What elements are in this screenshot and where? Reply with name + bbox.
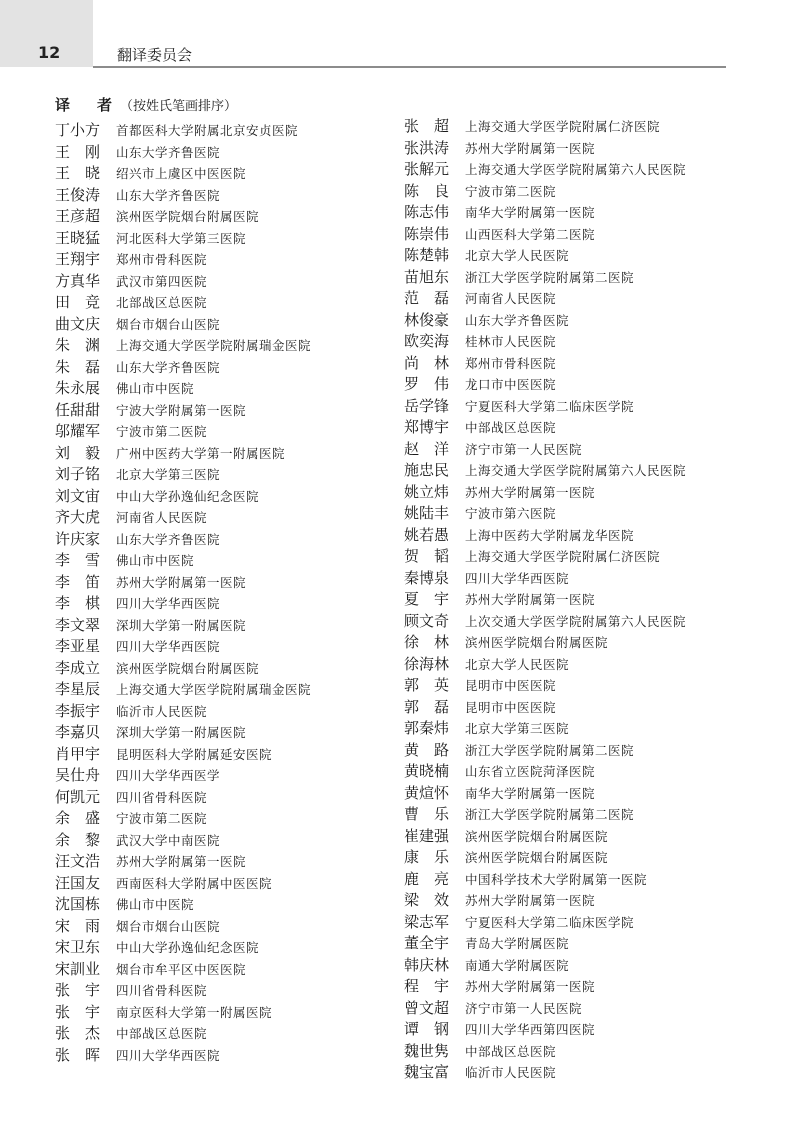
translator-affiliation: 四川大学华西医院 xyxy=(116,639,221,654)
translator-affiliation: 宁波大学附属第一医院 xyxy=(116,402,247,418)
translator-affiliation: 浙江大学医学院附属第二医院 xyxy=(465,269,635,285)
translator-affiliation: 上海交通大学医学院附属第六人民医院 xyxy=(465,463,687,478)
translator-entry xyxy=(404,1061,744,1083)
translator-name: 张 超 xyxy=(404,117,450,135)
translator-affiliation: 四川大学华西医院 xyxy=(116,596,221,611)
translator-name: 朱 渊 xyxy=(55,336,101,354)
translator-name: 崔建强 xyxy=(404,826,450,845)
translator-affiliation: 首都医科大学附属北京安贞医院 xyxy=(116,123,299,138)
translator-entry xyxy=(404,395,744,417)
translator-name: 王晓猛 xyxy=(55,228,101,247)
translator-entry xyxy=(404,825,744,847)
translator-affiliation: 中山大学孙逸仙纪念医院 xyxy=(116,940,260,955)
translator-entry xyxy=(404,137,744,159)
translator-entry xyxy=(404,997,744,1019)
translator-name: 张 宇 xyxy=(55,981,101,999)
translator-entry xyxy=(55,786,395,808)
translator-entry xyxy=(404,975,744,997)
translator-entry xyxy=(55,678,395,700)
translator-affiliation: 山东大学齐鲁医院 xyxy=(465,312,570,328)
translator-name: 陈崇伟 xyxy=(404,224,450,243)
translator-affiliation: 山东大学齐鲁医院 xyxy=(116,187,221,203)
translator-name: 吴仕舟 xyxy=(55,766,101,784)
translator-affiliation: 河南省人民医院 xyxy=(116,510,208,525)
translator-name: 姚陆丰 xyxy=(404,504,450,522)
translator-name: 刘文宙 xyxy=(55,486,101,505)
translator-entry xyxy=(404,223,744,245)
translator-name: 李成立 xyxy=(55,658,101,677)
translator-name: 张 晖 xyxy=(55,1045,101,1064)
translator-name: 张 杰 xyxy=(55,1024,101,1042)
translator-name: 王俊涛 xyxy=(55,185,101,204)
translator-name: 顾文奇 xyxy=(404,611,450,630)
translator-affiliation: 上海交通大学医学院附属仁济医院 xyxy=(465,119,661,134)
translator-entry xyxy=(55,291,395,313)
translator-name: 徐海林 xyxy=(404,654,450,673)
translator-entry xyxy=(404,459,744,481)
translator-name: 赵 洋 xyxy=(404,439,450,458)
translator-name: 郑博宇 xyxy=(404,418,450,436)
translator-affiliation: 河南省人民医院 xyxy=(465,291,557,306)
translator-entry xyxy=(404,266,744,288)
translator-name: 姚立炜 xyxy=(404,482,450,501)
translator-entry xyxy=(404,653,744,675)
translator-affiliation: 临沂市人民医院 xyxy=(116,703,208,719)
translator-name: 张洪涛 xyxy=(404,138,450,157)
translator-name: 黄煊怀 xyxy=(404,783,450,802)
translator-affiliation: 北部战区总医院 xyxy=(116,295,208,310)
translator-affiliation: 滨州医学院烟台附属医院 xyxy=(465,828,609,844)
translator-name: 苗旭东 xyxy=(404,267,450,286)
translator-name: 谭 钢 xyxy=(404,1020,450,1038)
translator-entry xyxy=(55,442,395,464)
translator-name: 鹿 亮 xyxy=(404,869,450,888)
translator-affiliation: 昆明市中医医院 xyxy=(465,699,557,715)
translator-entry xyxy=(55,893,395,915)
translator-entry xyxy=(404,438,744,460)
translator-affiliation: 上次交通大学医学院附属第六人民医院 xyxy=(465,613,687,629)
translator-entry xyxy=(55,700,395,722)
translator-name: 齐大虎 xyxy=(55,508,101,526)
translator-name: 欧奕海 xyxy=(404,332,450,350)
translator-affiliation: 四川省骨科医院 xyxy=(116,789,208,805)
translator-name: 董全宇 xyxy=(404,934,450,952)
translator-affiliation: 北京大学第三医院 xyxy=(465,721,570,736)
translator-entry xyxy=(404,416,744,438)
translator-affiliation: 上海交通大学医学院附属瑞金医院 xyxy=(116,682,312,697)
translator-affiliation: 佛山市中医院 xyxy=(116,553,195,568)
translator-affiliation: 滨州医学院烟台附属医院 xyxy=(465,635,609,650)
translator-name: 邬耀军 xyxy=(55,422,101,440)
translator-affiliation: 南京医科大学第一附属医院 xyxy=(116,1004,273,1020)
translator-affiliation: 中国科学技术大学附属第一医院 xyxy=(465,871,648,887)
translator-affiliation: 南华大学附属第一医院 xyxy=(465,785,596,801)
translator-affiliation: 烟台市烟台山医院 xyxy=(116,918,221,934)
translator-name: 王翔宇 xyxy=(55,250,101,268)
translator-entry xyxy=(55,377,395,399)
translator-name: 贺 韬 xyxy=(404,547,450,565)
translator-entry xyxy=(404,954,744,976)
translator-affiliation: 佛山市中医院 xyxy=(116,381,195,396)
translator-entry xyxy=(404,524,744,546)
translator-entry xyxy=(404,868,744,890)
translator-affiliation: 滨州医学院烟台附属医院 xyxy=(116,209,260,224)
translator-entry xyxy=(55,829,395,851)
running-head-title: 翻译委员会 xyxy=(117,46,193,64)
translator-affiliation: 苏州大学附属第一医院 xyxy=(116,574,247,590)
translator-entry xyxy=(55,141,395,163)
translator-entry xyxy=(55,614,395,636)
translator-entry xyxy=(404,352,744,374)
translator-name: 梁 效 xyxy=(404,891,450,909)
translator-affiliation: 上海中医药大学附属龙华医院 xyxy=(465,527,635,543)
translator-name: 罗 伟 xyxy=(404,375,450,393)
translator-entry xyxy=(404,201,744,223)
translator-name: 李 棋 xyxy=(55,594,101,612)
translator-affiliation: 郑州市骨科医院 xyxy=(116,252,208,267)
translator-name: 许庆家 xyxy=(55,529,101,548)
translator-name: 黄 路 xyxy=(404,740,450,759)
translator-name: 郭 英 xyxy=(404,676,450,694)
translator-name: 宋卫东 xyxy=(55,938,101,956)
translator-name: 田 竞 xyxy=(55,293,101,311)
translator-name: 肖甲宇 xyxy=(55,744,101,763)
translator-entry xyxy=(404,674,744,696)
translator-affiliation: 上海交通大学医学院附属第六人民医院 xyxy=(465,162,687,177)
translator-name: 程 宇 xyxy=(404,977,450,995)
translator-entry xyxy=(404,588,744,610)
translator-affiliation: 西南医科大学附属中医医院 xyxy=(116,875,273,891)
translator-affiliation: 临沂市人民医院 xyxy=(465,1065,557,1080)
translator-name: 沈国栋 xyxy=(55,895,101,913)
page-number: 12 xyxy=(38,43,61,62)
translator-entry xyxy=(404,696,744,718)
translator-name: 韩庆林 xyxy=(404,955,450,974)
translator-affiliation: 四川大学华西医院 xyxy=(465,570,570,586)
translator-name: 汪文浩 xyxy=(55,852,101,870)
translator-affiliation: 中山大学孙逸仙纪念医院 xyxy=(116,488,260,504)
translator-affiliation: 桂林市人民医院 xyxy=(465,334,557,349)
translator-entry xyxy=(404,545,744,567)
translator-affiliation: 山东大学齐鲁医院 xyxy=(116,144,221,160)
translator-name: 尚 林 xyxy=(404,353,450,372)
translator-entry xyxy=(55,248,395,270)
translator-name: 李文翠 xyxy=(55,615,101,634)
translator-affiliation: 烟台市牟平区中医医院 xyxy=(116,961,247,977)
translator-entry xyxy=(55,334,395,356)
translator-affiliation: 上海交通大学医学院附属仁济医院 xyxy=(465,549,661,564)
translator-affiliation: 中部战区总医院 xyxy=(116,1026,208,1041)
translator-entry xyxy=(55,657,395,679)
translator-entry xyxy=(404,567,744,589)
translator-entry xyxy=(404,287,744,309)
translator-affiliation: 宁波市第二医院 xyxy=(116,811,208,826)
translator-name: 郭秦炜 xyxy=(404,719,450,737)
translator-affiliation: 浙江大学医学院附属第二医院 xyxy=(465,742,635,758)
translator-name: 魏宝富 xyxy=(404,1063,450,1081)
translator-affiliation: 昆明市中医医院 xyxy=(465,678,557,693)
translator-affiliation: 深圳大学第一附属医院 xyxy=(116,617,247,633)
translator-entry xyxy=(404,631,744,653)
translator-entry xyxy=(404,158,744,180)
translator-name: 姚若愚 xyxy=(404,525,450,544)
translator-name: 夏 宇 xyxy=(404,590,450,608)
translator-affiliation: 苏州大学附属第一医院 xyxy=(465,484,596,500)
translator-entry xyxy=(404,373,744,395)
translator-affiliation: 山西医科大学第二医院 xyxy=(465,226,596,242)
translator-affiliation: 北京大学人民医院 xyxy=(465,248,570,263)
translator-entry xyxy=(404,309,744,331)
translator-name: 李振宇 xyxy=(55,701,101,720)
translator-affiliation: 山东大学齐鲁医院 xyxy=(116,359,221,375)
translator-affiliation: 宁波市第二医院 xyxy=(465,183,557,199)
translator-name: 任甜甜 xyxy=(55,400,101,419)
translator-affiliation: 河北医科大学第三医院 xyxy=(116,230,247,246)
translator-entry xyxy=(55,592,395,614)
translator-affiliation: 苏州大学附属第一医院 xyxy=(465,979,596,994)
translator-name: 陈 良 xyxy=(404,181,450,200)
translator-affiliation: 上海交通大学医学院附属瑞金医院 xyxy=(116,338,312,353)
translator-entry xyxy=(55,958,395,980)
translator-entry xyxy=(404,846,744,868)
translator-name: 施忠民 xyxy=(404,461,450,479)
translator-affiliation: 滨州医学院烟台附属医院 xyxy=(465,850,609,865)
translator-entry xyxy=(55,485,395,507)
translator-name: 黄晓楠 xyxy=(404,762,450,780)
translator-entry xyxy=(404,1040,744,1062)
translator-entry xyxy=(55,270,395,292)
translator-entry xyxy=(55,528,395,550)
translator-name: 宋訓业 xyxy=(55,959,101,978)
translator-entry xyxy=(55,313,395,335)
translator-name: 陈楚韩 xyxy=(404,246,450,264)
translator-affiliation: 武汉大学中南医院 xyxy=(116,832,221,848)
translator-entry xyxy=(404,911,744,933)
translator-entry xyxy=(404,889,744,911)
section-label: 译 者 xyxy=(55,96,119,114)
translator-entry xyxy=(55,936,395,958)
translator-entry xyxy=(55,356,395,378)
translator-entry xyxy=(55,743,395,765)
translator-entry xyxy=(55,1001,395,1023)
translator-entry xyxy=(404,115,744,137)
translator-name: 李 雪 xyxy=(55,551,101,569)
translator-name: 魏世隽 xyxy=(404,1041,450,1060)
translator-name: 林俊豪 xyxy=(404,310,450,329)
translator-entry xyxy=(55,399,395,421)
translator-entry xyxy=(404,180,744,202)
translator-name: 刘 毅 xyxy=(55,443,101,462)
translator-entry xyxy=(55,721,395,743)
translator-name: 丁小方 xyxy=(55,121,101,139)
translator-list-right xyxy=(404,115,744,1083)
translator-entry xyxy=(55,549,395,571)
translator-entry xyxy=(404,932,744,954)
translator-affiliation: 深圳大学第一附属医院 xyxy=(116,725,247,740)
translator-affiliation: 山东大学齐鲁医院 xyxy=(116,531,221,547)
translator-name: 李嘉贝 xyxy=(55,723,101,741)
translator-entry xyxy=(55,205,395,227)
translator-name: 李 笛 xyxy=(55,572,101,591)
translator-entry xyxy=(55,506,395,528)
translator-name: 朱永展 xyxy=(55,379,101,397)
translator-entry xyxy=(55,119,395,141)
translator-affiliation: 烟台市烟台山医院 xyxy=(116,316,221,332)
translator-name: 张 宇 xyxy=(55,1002,101,1021)
translator-entry xyxy=(55,184,395,206)
translator-entry xyxy=(404,803,744,825)
translator-affiliation: 苏州大学附属第一医院 xyxy=(465,140,596,156)
translator-name: 曾文超 xyxy=(404,998,450,1017)
translator-name: 梁志军 xyxy=(404,912,450,931)
translator-affiliation: 宁波市第六医院 xyxy=(465,506,557,521)
translator-name: 秦博泉 xyxy=(404,568,450,587)
translator-affiliation: 中部战区总医院 xyxy=(465,1043,557,1059)
translator-name: 余 盛 xyxy=(55,809,101,827)
translator-affiliation: 佛山市中医院 xyxy=(116,897,195,912)
translator-entry xyxy=(55,162,395,184)
translator-name: 曹 乐 xyxy=(404,805,450,823)
translator-entry xyxy=(55,979,395,1001)
translator-entry xyxy=(404,502,744,524)
translator-affiliation: 四川省骨科医院 xyxy=(116,983,208,998)
translator-name: 何凯元 xyxy=(55,787,101,806)
translator-entry xyxy=(404,481,744,503)
translator-affiliation: 四川大学华西医院 xyxy=(116,1047,221,1063)
translator-entry xyxy=(404,760,744,782)
translator-entry xyxy=(55,420,395,442)
translator-name: 曲文庆 xyxy=(55,314,101,333)
translator-affiliation: 宁波市第二医院 xyxy=(116,424,208,439)
translator-affiliation: 浙江大学医学院附属第二医院 xyxy=(465,807,635,822)
translator-entry xyxy=(55,463,395,485)
translator-name: 范 磊 xyxy=(404,289,450,307)
translator-name: 陈志伟 xyxy=(404,203,450,221)
translator-affiliation: 广州中医药大学第一附属医院 xyxy=(116,445,286,461)
translator-affiliation: 四川大学华西医学 xyxy=(116,768,221,783)
translator-affiliation: 济宁市第一人民医院 xyxy=(465,1000,583,1016)
translator-affiliation: 宁夏医科大学第二临床医学院 xyxy=(465,914,635,930)
translator-entry xyxy=(55,915,395,937)
translator-name: 李星辰 xyxy=(55,680,101,698)
translator-entry xyxy=(404,1018,744,1040)
translator-name: 王 刚 xyxy=(55,142,101,161)
translator-entry xyxy=(404,244,744,266)
translator-entry xyxy=(55,1022,395,1044)
translator-entry xyxy=(55,850,395,872)
translator-affiliation: 山东省立医院菏泽医院 xyxy=(465,764,596,779)
translator-affiliation: 北京大学人民医院 xyxy=(465,656,570,672)
translator-entry xyxy=(55,807,395,829)
translator-affiliation: 绍兴市上虞区中医医院 xyxy=(116,166,247,181)
translator-entry xyxy=(55,872,395,894)
translator-affiliation: 苏州大学附属第一医院 xyxy=(116,854,247,869)
translator-name: 朱 磊 xyxy=(55,357,101,376)
translator-name: 郭 磊 xyxy=(404,697,450,716)
translator-affiliation: 苏州大学附属第一医院 xyxy=(465,893,596,908)
translator-name: 方真华 xyxy=(55,271,101,290)
translator-affiliation: 济宁市第一人民医院 xyxy=(465,441,583,457)
translator-affiliation: 郑州市骨科医院 xyxy=(465,355,557,371)
translator-name: 余 黎 xyxy=(55,830,101,849)
section-note: （按姓氏笔画排序） xyxy=(120,99,238,114)
translator-affiliation: 武汉市第四医院 xyxy=(116,273,208,289)
translator-name: 王 晓 xyxy=(55,164,101,182)
translator-name: 徐 林 xyxy=(404,633,450,651)
translator-affiliation: 中部战区总医院 xyxy=(465,420,557,435)
translator-affiliation: 苏州大学附属第一医院 xyxy=(465,592,596,607)
translator-list-left xyxy=(55,119,395,1065)
translator-affiliation: 北京大学第三医院 xyxy=(116,467,221,482)
translator-affiliation: 四川大学华西第四医院 xyxy=(465,1022,596,1037)
translator-name: 宋 雨 xyxy=(55,916,101,935)
translator-entry xyxy=(55,227,395,249)
header-rule xyxy=(93,66,726,68)
translator-entry xyxy=(55,1044,395,1066)
translator-affiliation: 南通大学附属医院 xyxy=(465,957,570,973)
translator-entry xyxy=(404,782,744,804)
translator-name: 汪国友 xyxy=(55,873,101,892)
translator-name: 康 乐 xyxy=(404,848,450,866)
translator-name: 刘子铭 xyxy=(55,465,101,483)
section-heading xyxy=(55,94,237,115)
translator-name: 张解元 xyxy=(404,160,450,178)
translator-entry xyxy=(404,739,744,761)
translator-name: 岳学锋 xyxy=(404,396,450,415)
translator-entry xyxy=(55,635,395,657)
translator-affiliation: 龙口市中医医院 xyxy=(465,377,557,392)
translator-affiliation: 宁夏医科大学第二临床医学院 xyxy=(465,398,635,414)
translator-affiliation: 滨州医学院烟台附属医院 xyxy=(116,660,260,676)
translator-name: 李亚星 xyxy=(55,637,101,655)
translator-entry xyxy=(404,717,744,739)
translator-entry xyxy=(404,330,744,352)
translator-name: 王彦超 xyxy=(55,207,101,225)
translator-affiliation: 青岛大学附属医院 xyxy=(465,936,570,951)
translator-entry xyxy=(404,610,744,632)
translator-affiliation: 南华大学附属第一医院 xyxy=(465,205,596,220)
translator-affiliation: 昆明医科大学附属延安医院 xyxy=(116,746,273,762)
translator-entry xyxy=(55,571,395,593)
translator-entry xyxy=(55,764,395,786)
